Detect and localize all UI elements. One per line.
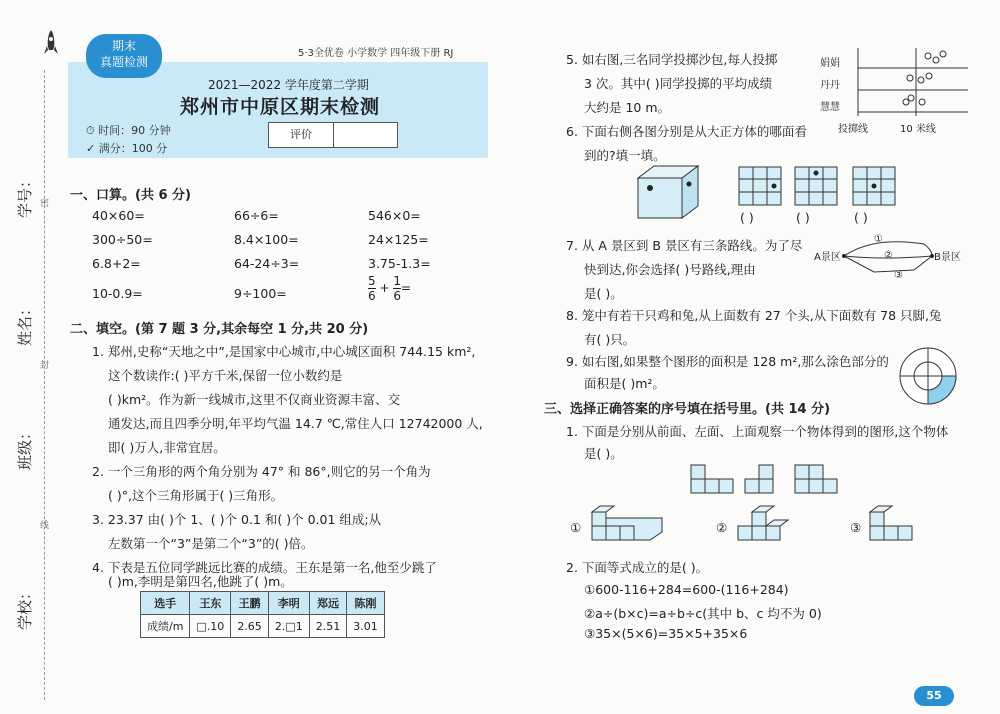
s3q1-option-3: ③ [850,520,862,535]
s3q2-line: 2. 下面等式成立的是( )。 [566,560,709,575]
table-header-cell: 李明 [268,592,309,615]
q5-line: 大约是 10 m。 [584,100,671,115]
exam-badge: 期末 真题检测 [86,34,162,78]
section-2-title: 二、填空。(第 7 题 3 分,其余每空 1 分,共 20 分) [70,322,369,337]
table-header-cell: 王东 [190,592,231,615]
s3q2-option: ②a÷(b×c)=a÷b÷c(其中 b、c 均不为 0) [584,606,822,621]
table-header-cell: 选手 [141,592,190,615]
view-grid-3 [852,166,896,210]
table-cell: □.10 [190,615,231,638]
school-year: 2021—2022 学年度第二学期 [208,78,369,92]
q6-line: 到的?填一填。 [584,148,666,163]
s3q1-line: 是( )。 [584,446,623,461]
score-box [268,122,398,148]
solid-option-1 [588,502,668,552]
q7-line: 快到达,你会选择( )号路线,理由 [584,262,756,277]
thrower-name: 娟娟 [820,58,840,69]
q7-line: 是( )。 [584,286,623,301]
view-grid-2 [794,166,838,210]
calc-item: 8.4×100= [234,232,299,247]
table-cell: 3.01 [347,615,385,638]
s3q1-option-1: ① [570,520,582,535]
q8-line: 有( )只。 [584,332,636,347]
route-3-label: ③ [894,270,903,281]
s3q2-option: ①600-116+284=600-(116+284) [584,582,789,597]
check-icon: ✓ [86,142,99,155]
q6-line: 6. 下面右侧各图分别是从大正方体的哪面看 [566,124,807,139]
scenic-a-label: A景区 [814,252,841,263]
q3-line: 左数第一个“3”是第二个“3”的( )倍。 [108,536,314,551]
solid-option-3 [866,502,946,552]
table-cell: 2.65 [231,615,269,638]
q8-line: 8. 笼中有若干只鸡和兔,从上面数有 27 个头,从下面数有 78 只脚,兔 [566,308,942,323]
ring-figure [898,346,958,410]
calc-item: 66÷6= [234,208,279,223]
seal-word-mi: 密 [40,199,50,209]
label-xingming: 姓名： [16,300,34,346]
rocket-icon [44,30,58,60]
calc-item: 3.75-1.3= [368,256,431,271]
q6-blank[interactable]: ( ) [854,210,868,225]
q3-line: 3. 23.37 由( )个 1、( )个 0.1 和( )个 0.01 组成;从 [92,512,382,527]
front-view [690,464,750,502]
q2-line: ( )°,这个三角形属于( )三角形。 [108,488,284,503]
score-label: 评价 [269,123,334,147]
solid-option-2 [734,502,814,552]
q6-blank[interactable]: ( ) [796,210,810,225]
q1-line: ( )km²。作为新一线城市,这里不仅商业资源丰富、交 [108,392,401,407]
page-number: 55 [914,686,954,706]
calc-item: 40×60= [92,208,145,223]
calc-item: 6.8+2= [92,256,141,271]
throw-figure [818,46,968,136]
q5-line: 3 次。其中( )同学投掷的平均成绩 [584,76,773,91]
table-header-cell: 陈刚 [347,592,385,615]
seal-word-feng: 封 [40,361,50,371]
calc-item: 300÷50= [92,232,153,247]
table-header-cell: 王鹏 [231,592,269,615]
score-table [140,591,385,638]
q4-line: 4. 下表是五位同学跳远比赛的成绩。王东是第一名,他至少跳了 [92,560,437,575]
calc-item-fraction: $\frac{5}{6}$ + $\frac{1}{6}$ = [368,274,412,303]
exam-time: ⏱ 时间：90 分钟 [86,124,171,137]
table-cell: 2.□1 [268,615,309,638]
cube-figure [636,164,702,224]
route-2-label: ② [884,250,893,261]
q9-line: 9. 如右图,如果整个图形的面积是 128 m²,那么涂色部分的 [566,354,889,369]
calc-item: 64-24÷3= [234,256,300,271]
s3q1-option-2: ② [716,520,728,535]
q1-line: 这个数读作:( )平方千米,保留一位小数约是 [108,368,343,383]
q4-line: ( )m,李明是第四名,他跳了( )m。 [108,574,293,589]
scenic-b-label: B景区 [934,252,961,263]
q6-blank[interactable]: ( ) [740,210,754,225]
section-3-title: 三、选择正确答案的序号填在括号里。(共 14 分) [544,402,831,417]
section-1-title: 一、口算。(共 6 分) [70,188,191,203]
throw-line-label: 投掷线 [838,124,868,135]
page-title: 郑州市中原区期末检测 [180,96,381,118]
q1-line: 通发达,而且四季分明,年平均气温 14.7 ℃,常住人口 12742000 人, [108,416,483,431]
q1-line: 即( )万人,非常宜居。 [108,440,226,455]
ten-meter-line-label: 10 米线 [900,124,936,135]
book-info: 5·3全优卷 小学数学 四年级下册 RJ [298,48,454,59]
label-xuexiao: 学校： [16,584,34,630]
s3q2-option: ③35×(5×6)=35×5+35×6 [584,626,748,641]
q1-line: 1. 郑州,史称“天地之中”,是国家中心城市,中心城区面积 744.15 km², [92,344,476,359]
thrower-name: 丹丹 [820,80,840,91]
top-view [794,464,854,502]
exam-score: ✓ 满分：100 分 [86,142,168,155]
seal-word-xian: 线 [40,521,50,531]
table-cell: 2.51 [309,615,347,638]
q5-line: 5. 如右图,三名同学投掷沙包,每人投掷 [566,52,778,67]
view-grid-1 [738,166,782,210]
label-xuehao: 学号： [16,172,34,218]
label-banji: 班级： [16,424,34,470]
q9-line: 面积是( )m²。 [584,376,665,391]
binding-strip [0,0,62,714]
calc-item: 24×125= [368,232,429,247]
q7-line: 7. 从 A 景区到 B 景区有三条路线。为了尽 [566,238,803,253]
route-figure [814,234,974,288]
thrower-name: 慧慧 [820,102,840,113]
q2-line: 2. 一个三角形的两个角分别为 47° 和 86°,则它的另一个角为 [92,464,431,479]
table-header-cell: 郑远 [309,592,347,615]
left-view [744,464,794,502]
table-cell: 成绩/m [141,615,190,638]
calc-item: 546×0= [368,208,421,223]
clock-icon: ⏱ [86,124,99,137]
route-1-label: ① [874,234,883,245]
calc-item: 9÷100= [234,286,287,301]
s3q1-line: 1. 下面是分别从前面、左面、上面观察一个物体得到的图形,这个物体 [566,424,949,439]
calc-item: 10-0.9= [92,286,143,301]
